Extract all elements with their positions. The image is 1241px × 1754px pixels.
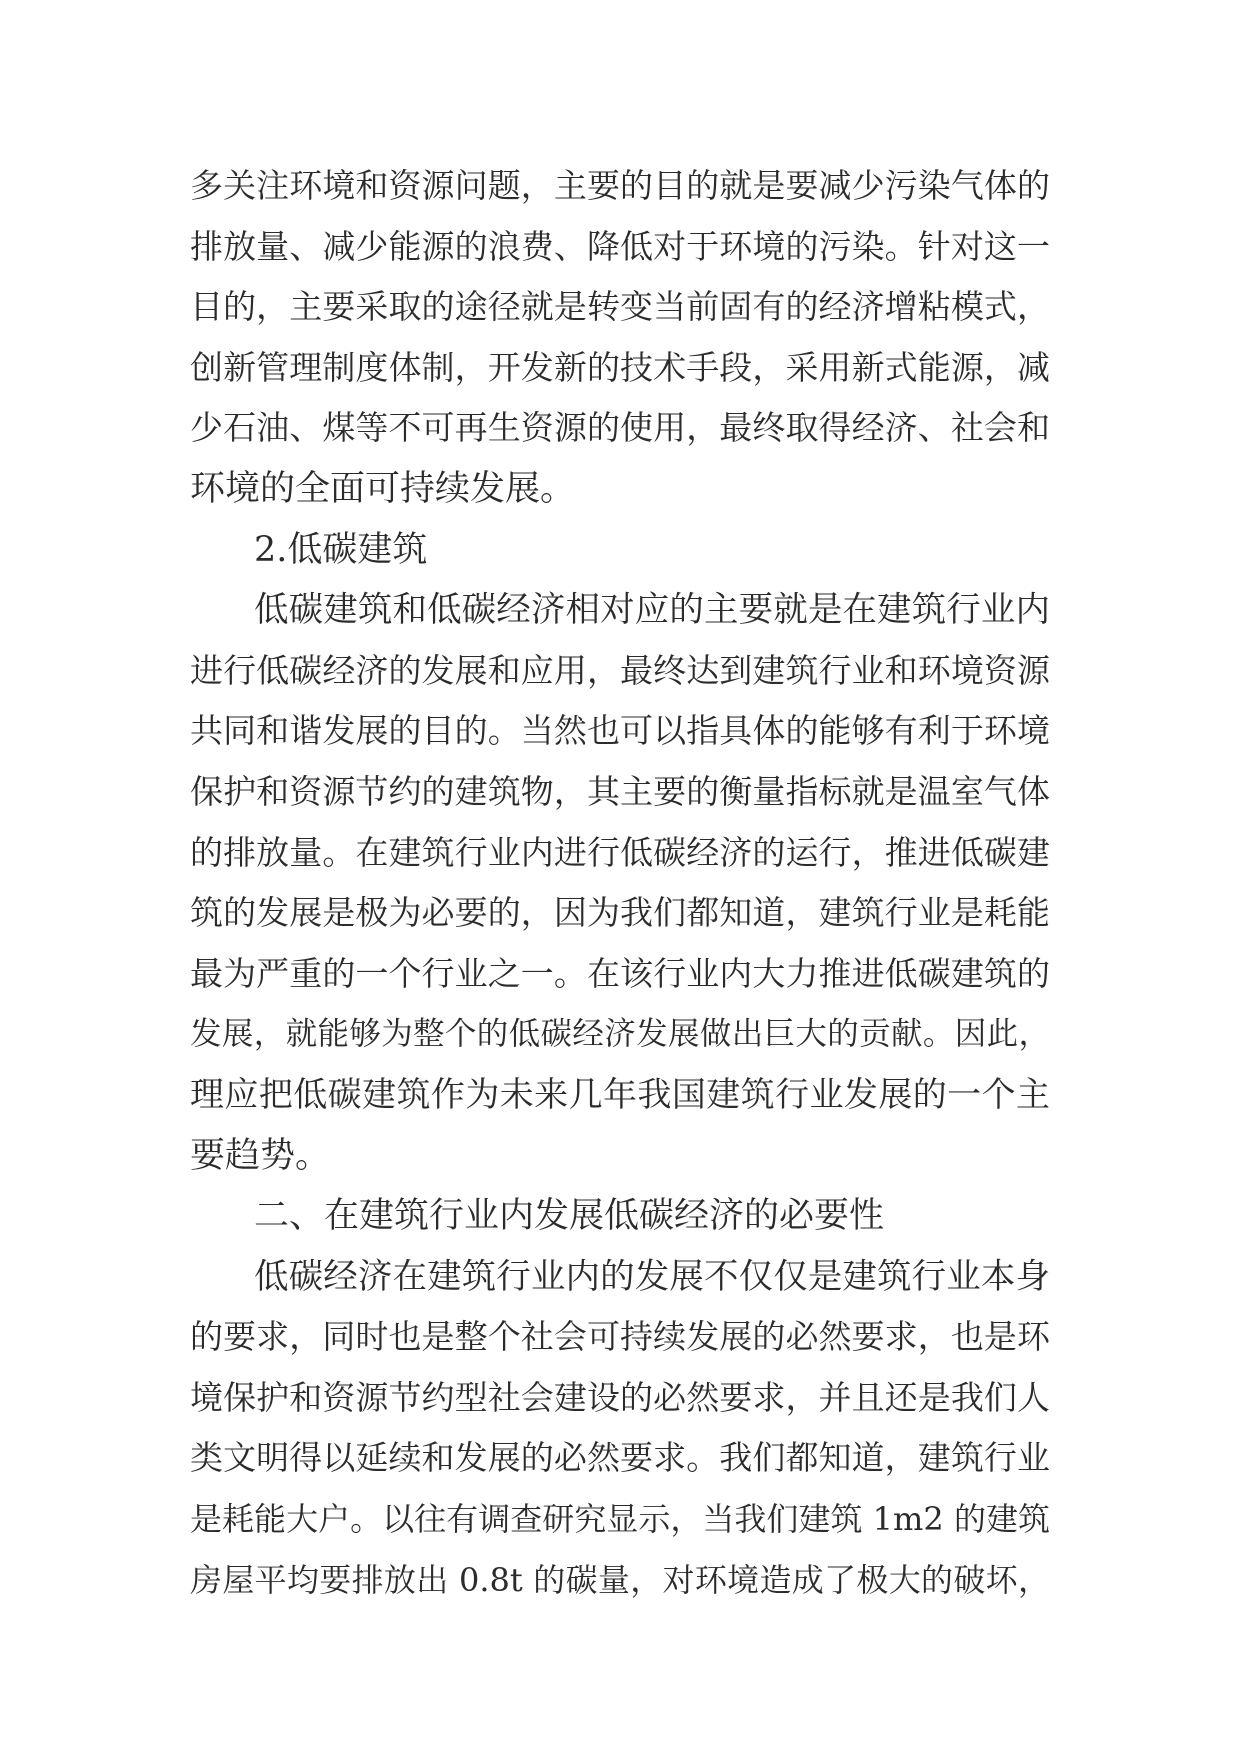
text-line: 创新管理制度体制，开发新的技术手段，采用新式能源，减 [190,347,1050,387]
text-line: 低碳经济在建筑行业内的发展不仅仅是建筑行业本身 [254,1256,1050,1297]
text-line: 发展，就能够为整个的低碳经济发展做出巨大的贡献。因此， [190,1016,1050,1053]
text-line: 进行低碳经济的发展和应用，最终达到建筑行业和环境资源 [190,650,1050,690]
text-line: 要趋势。 [190,1135,331,1176]
text-line: 境保护和资源节约型社会建设的必然要求，并且还是我们人 [190,1377,1050,1417]
text-line: 最为严重的一个行业之一。在该行业内大力推进低碳建筑的 [190,953,1050,993]
text-line: 的排放量。在建筑行业内进行低碳经济的运行，推进低碳建 [190,832,1050,872]
document-body [190,156,1050,1610]
text-line: 目的，主要采取的途径就是转变当前固有的经济增粘模式， [190,287,1050,327]
text-line: 筑的发展是极为必要的，因为我们都知道，建筑行业是耗能 [190,893,1050,933]
text-line: 排放量、减少能源的浪费、降低对于环境的污染。针对这一 [190,226,1050,266]
text-line: 房屋平均要排放出 0.8t 的碳量，对环境造成了极大的破坏， [190,1560,1050,1599]
text-line: 理应把低碳建筑作为未来几年我国建筑行业发展的一个主 [190,1074,1050,1115]
text-line: 共同和谐发展的目的。当然也可以指具体的能够有利于环境 [190,711,1050,751]
text-line: 的要求，同时也是整个社会可持续发展的必然要求，也是环 [190,1317,1050,1357]
section-heading: 二、在建筑行业内发展低碳经济的必要性 [254,1196,885,1237]
text-line: 保护和资源节约的建筑物，其主要的衡量指标就是温室气体 [190,771,1050,811]
text-line: 环境的全面可持续发展。 [190,468,576,509]
text-line: 多关注环境和资源问题，主要的目的就是要减少污染气体的 [190,166,1050,205]
text-line: 少石油、煤等不可再生资源的使用，最终取得经济、社会和 [190,408,1050,448]
text-line: 是耗能大户。以往有调查研究显示，当我们建筑 1m2 的建筑 [190,1500,1050,1539]
section-heading: 2.低碳建筑 [254,529,428,570]
text-line: 类文明得以延续和发展的必然要求。我们都知道，建筑行业 [190,1438,1050,1478]
text-line: 低碳建筑和低碳经济相对应的主要就是在建筑行业内 [254,590,1050,631]
